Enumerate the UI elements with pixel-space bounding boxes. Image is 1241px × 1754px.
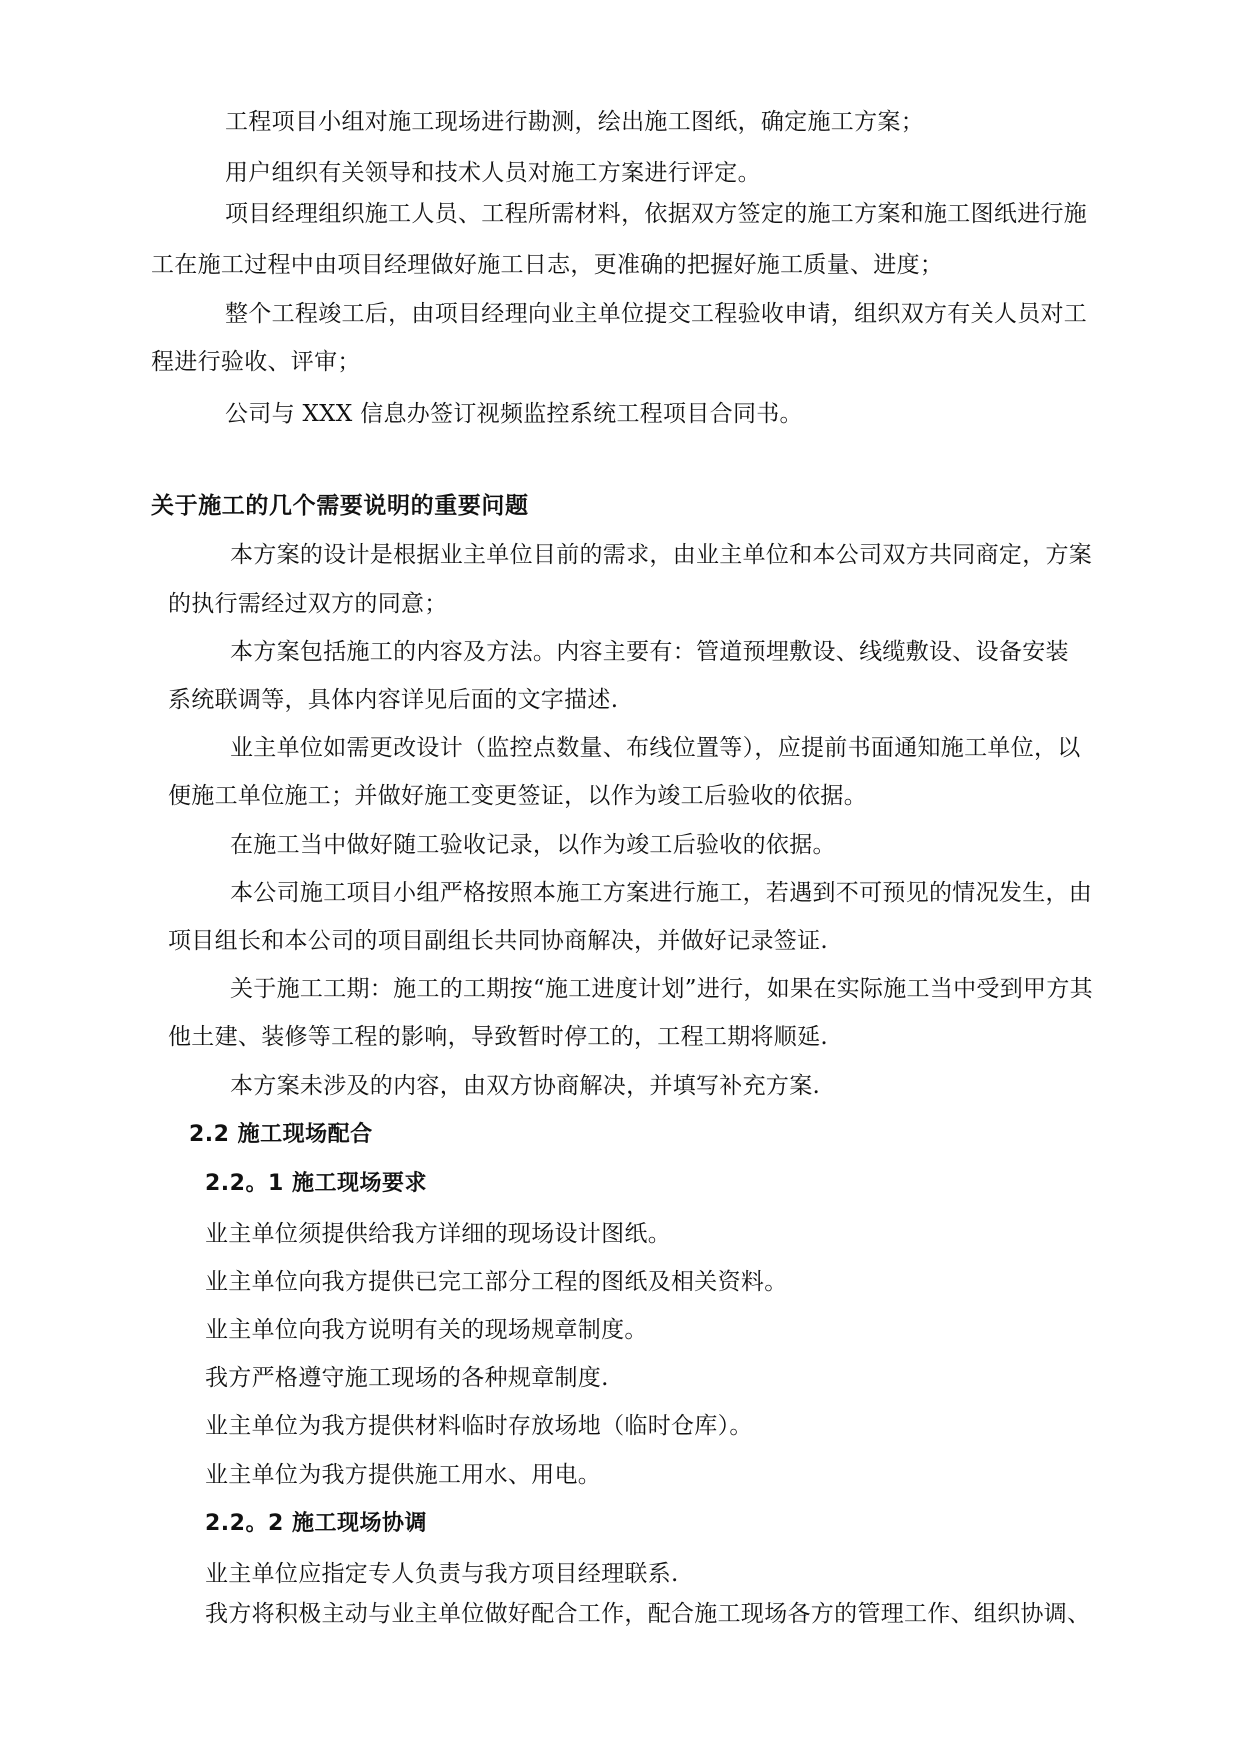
paragraph-line: 业主单位向我方提供已完工部分工程的图纸及相关资料。 <box>205 1269 788 1295</box>
paragraph-line: 我方严格遵守施工现场的各种规章制度. <box>205 1365 609 1391</box>
paragraph-line: 工在施工过程中由项目经理做好施工日志，更准确的把握好施工质量、进度； <box>151 252 944 278</box>
section-heading: 关于施工的几个需要说明的重要问题 <box>151 493 529 519</box>
paragraph-line: 在施工当中做好随工验收记录，以作为竣工后验收的依据。 <box>230 832 836 858</box>
paragraph-line: 业主单位应指定专人负责与我方项目经理联系. <box>205 1561 679 1587</box>
paragraph-line: 业主单位为我方提供材料临时存放场地（临时仓库）。 <box>205 1413 753 1439</box>
subsection-heading: 2.2。1 施工现场要求 <box>205 1171 427 1196</box>
paragraph-line: 我方将积极主动与业主单位做好配合工作，配合施工现场各方的管理工作、组织协调、 <box>205 1601 1091 1627</box>
paragraph-line: 整个工程竣工后，由项目经理向业主单位提交工程验收申请，组织双方有关人员对工 <box>225 301 1088 327</box>
paragraph-line: 他土建、装修等工程的影响，导致暂时停工的，工程工期将顺延. <box>168 1024 829 1050</box>
paragraph-line: 本公司施工项目小组严格按照本施工方案进行施工，若遇到不可预见的情况发生，由 <box>230 880 1093 906</box>
paragraph-line: 项目组长和本公司的项目副组长共同协商解决，并做好记录签证. <box>168 928 829 954</box>
paragraph-line: 本方案包括施工的内容及方法。内容主要有：管道预埋敷设、线缆敷设、设备安装 <box>230 639 1069 665</box>
subsection-heading: 2.2。2 施工现场协调 <box>205 1511 427 1536</box>
paragraph-line: 用户组织有关领导和技术人员对施工方案进行评定。 <box>225 160 761 186</box>
paragraph-line: 便施工单位施工；并做好施工变更签证，以作为竣工后验收的依据。 <box>168 783 867 809</box>
paragraph-line: 关于施工工期：施工的工期按“施工进度计划”进行，如果在实际施工当中受到甲方其 <box>230 976 1093 1002</box>
paragraph-line: 的执行需经过双方的同意； <box>168 591 448 617</box>
subsection-heading: 2.2 施工现场配合 <box>189 1122 373 1147</box>
paragraph-line: 本方案未涉及的内容，由双方协商解决，并填写补充方案. <box>230 1073 821 1099</box>
paragraph-line: 业主单位须提供给我方详细的现场设计图纸。 <box>205 1221 671 1247</box>
paragraph-line: 程进行验收、评审； <box>151 349 361 375</box>
paragraph-line: 工程项目小组对施工现场进行勘测，绘出施工图纸，确定施工方案； <box>225 109 924 135</box>
paragraph-line: 业主单位如需更改设计（监控点数量、布线位置等），应提前书面通知施工单位，以 <box>230 735 1081 761</box>
paragraph-line: 本方案的设计是根据业主单位目前的需求，由业主单位和本公司双方共同商定，方案 <box>230 542 1093 568</box>
paragraph-line: 项目经理组织施工人员、工程所需材料，依据双方签定的施工方案和施工图纸进行施 <box>225 201 1088 227</box>
paragraph-line: 业主单位向我方说明有关的现场规章制度。 <box>205 1317 648 1343</box>
paragraph-line: 业主单位为我方提供施工用水、用电。 <box>205 1462 602 1488</box>
paragraph-line: 公司与 XXX 信息办签订视频监控系统工程项目合同书。 <box>225 401 803 427</box>
paragraph-line: 系统联调等，具体内容详见后面的文字描述. <box>168 687 619 713</box>
